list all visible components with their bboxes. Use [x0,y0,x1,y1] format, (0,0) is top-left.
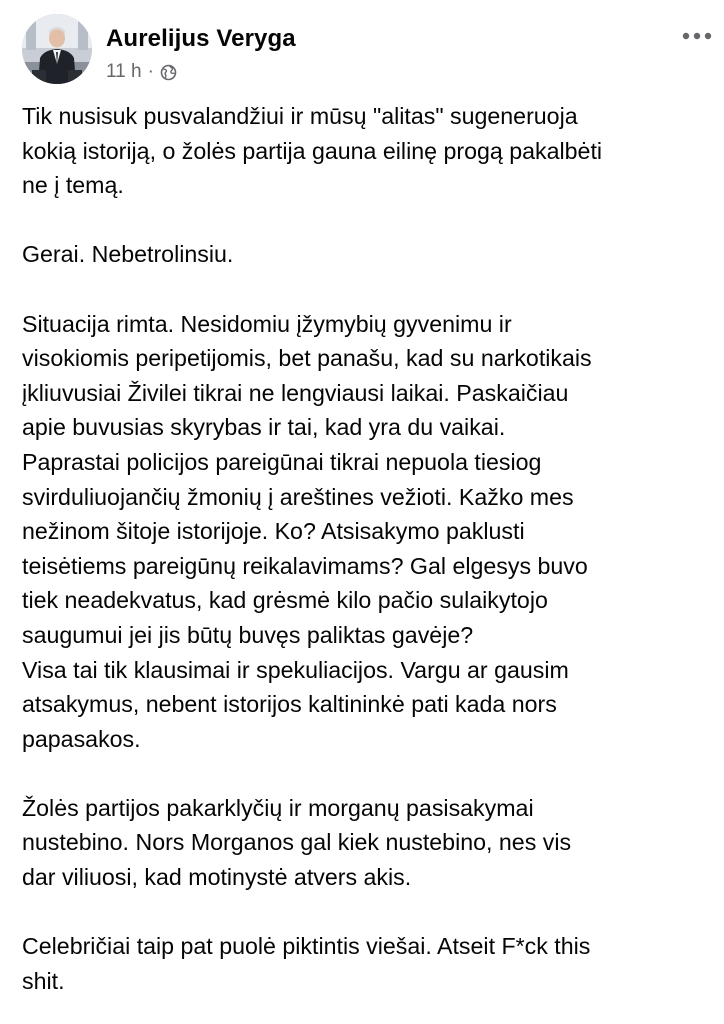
post-paragraph: Gerai. Nebetrolinsiu. [22,241,234,268]
post-paragraph: Situacija rimta. Nesidomiu įžymybių gyvenimu ir visokiomis peripetijomis, bet panašu, kad su narkotikais įkliuvusiai Živilei tikrai ne lengviausi laikai. Paskaičiau apie buvusias skyrybas ir tai, kad yra du vaikai. Paprastai policijos pareigūnai tikrai nepuola tiesiog svirduliuojančių žmonių į areštines vežioti. Kažko mes nežinom šitoje istorijoje. Ko? Atsisakymo paklusti teisėtiems pareigūnų reikalavimams? Gal elgesys buvo tiek neadekvatus, kad grėsmė kilo pačio sulaikytojo saugumui jei jis būtų buvęs paliktas gavėje? Visa tai tik klausimai ir spekuliacijos. Vargu ar gausim atsakymus, nebent istorijos kaltininkė pati kada nors papasakos. [22,310,592,752]
author-name[interactable]: Aurelijus Veryga [106,25,296,52]
author-avatar[interactable] [22,14,92,84]
post-body [22,99,712,998]
post-paragraph: Tik nusisuk pusvalandžiui ir mūsų "alitas" sugeneruoja kokią istoriją, o žolės partija gauna eilinę progą pakalbėti ne į temą. [22,103,603,199]
more-horizontal-icon [682,32,712,40]
post-paragraph: Žolės partijos pakarklyčių ir morganų pasisakymai nustebino. Nors Morganos gal kiek nustebino, nes vis dar viliuosi, kad motinystė atvers akis. [22,794,572,891]
avatar-photo-icon [22,14,92,84]
post-timestamp[interactable]: 11 h [106,61,142,82]
meta-separator: · [147,61,154,82]
post-meta [106,61,177,83]
more-options-button[interactable] [672,26,712,46]
globe-icon[interactable] [160,64,177,81]
post-paragraph: Celebričiai taip pat puolė piktintis viešai. Atseit F*ck this shit. [22,933,591,994]
post-header [22,14,712,86]
